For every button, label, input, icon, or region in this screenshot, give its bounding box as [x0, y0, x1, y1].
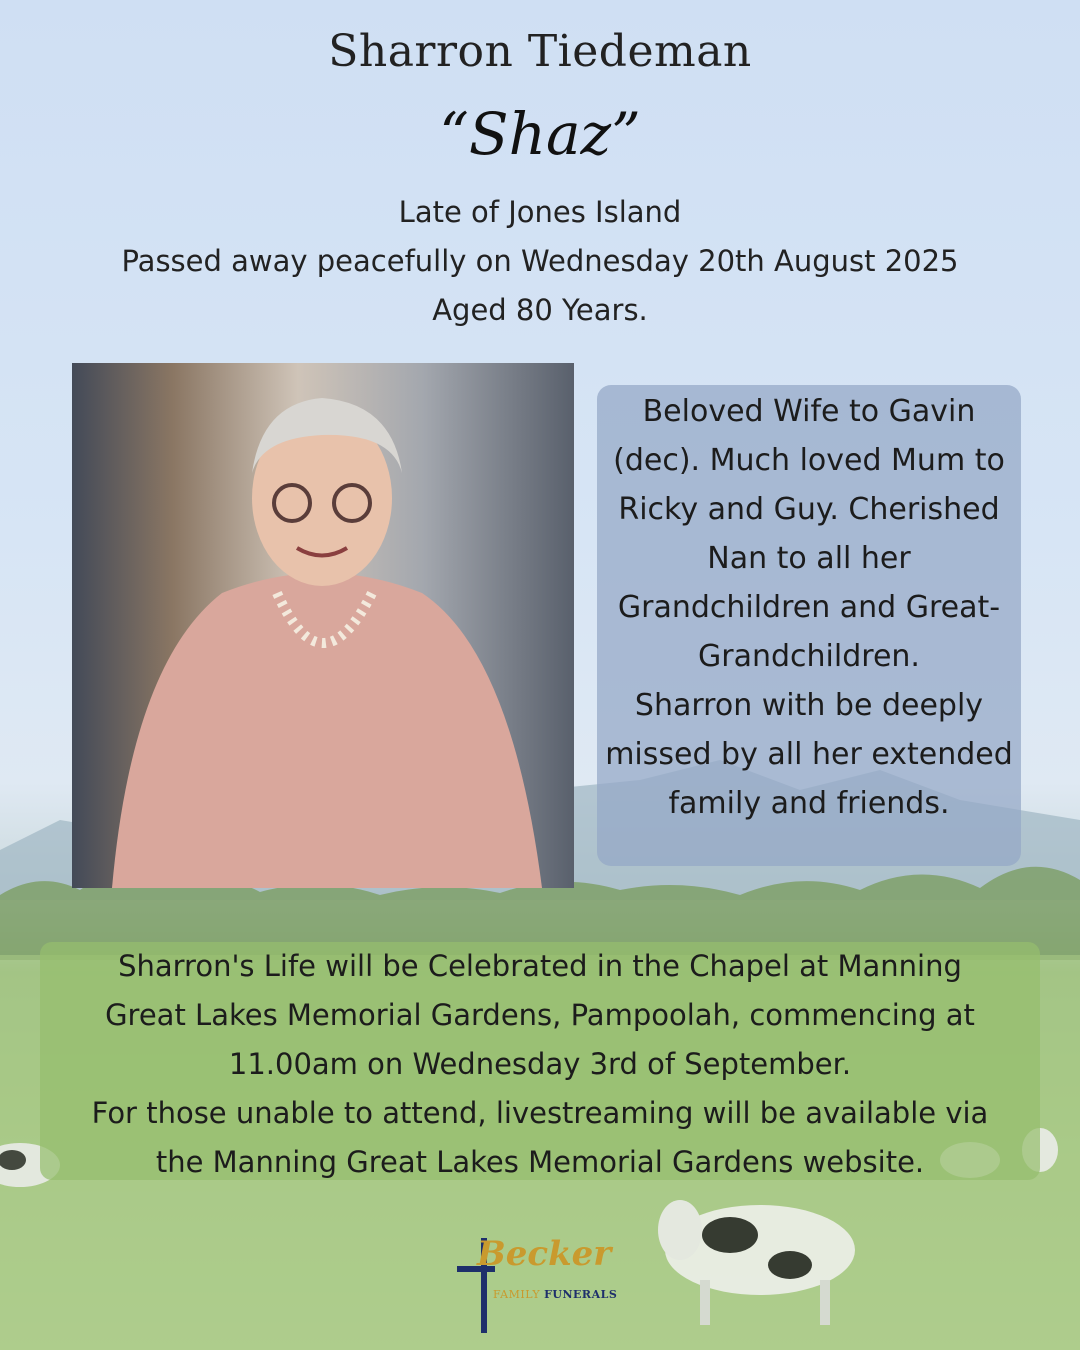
logo-sub-funerals: FUNERALS [544, 1288, 618, 1301]
service-line-2: Great Lakes Memorial Gardens, Pampoolah, commencing at [105, 998, 975, 1032]
becker-funerals-logo [455, 1230, 625, 1335]
tribute-family-text: Beloved Wife to Gavin (dec). Much loved Mum to Ricky and Guy. Cherished Nan to all her Grandchildren and Great-Grandchildren. [613, 394, 1005, 674]
service-details-panel [40, 942, 1040, 1180]
service-line-3: 11.00am on Wednesday 3rd of September. [228, 1047, 852, 1081]
age-line: Aged 80 Years. [432, 293, 648, 327]
service-line-5: the Manning Great Lakes Memorial Gardens website. [155, 1145, 925, 1179]
intro-block [0, 188, 1080, 335]
residence-line: Late of Jones Island [398, 195, 682, 229]
service-line-4: For those unable to attend, livestreaming will be available via [91, 1096, 989, 1130]
service-line-1: Sharron's Life will be Celebrated in the Chapel at Manning [118, 949, 962, 983]
tribute-panel [597, 385, 1021, 866]
portrait-photo [72, 363, 574, 888]
nickname: “Shaz” [439, 100, 641, 168]
tribute-missed-text: Sharron with be deeply missed by all her extended family and friends. [605, 688, 1013, 821]
logo-sub-family: FAMILY [493, 1288, 541, 1301]
portrait-illustration [72, 363, 574, 888]
passing-date-line: Passed away peacefully on Wednesday 20th August 2025 [121, 244, 959, 278]
logo-subtitle [493, 1288, 617, 1301]
deceased-name: Sharron Tiedeman [328, 26, 752, 77]
logo-wordmark: Becker [477, 1234, 612, 1274]
